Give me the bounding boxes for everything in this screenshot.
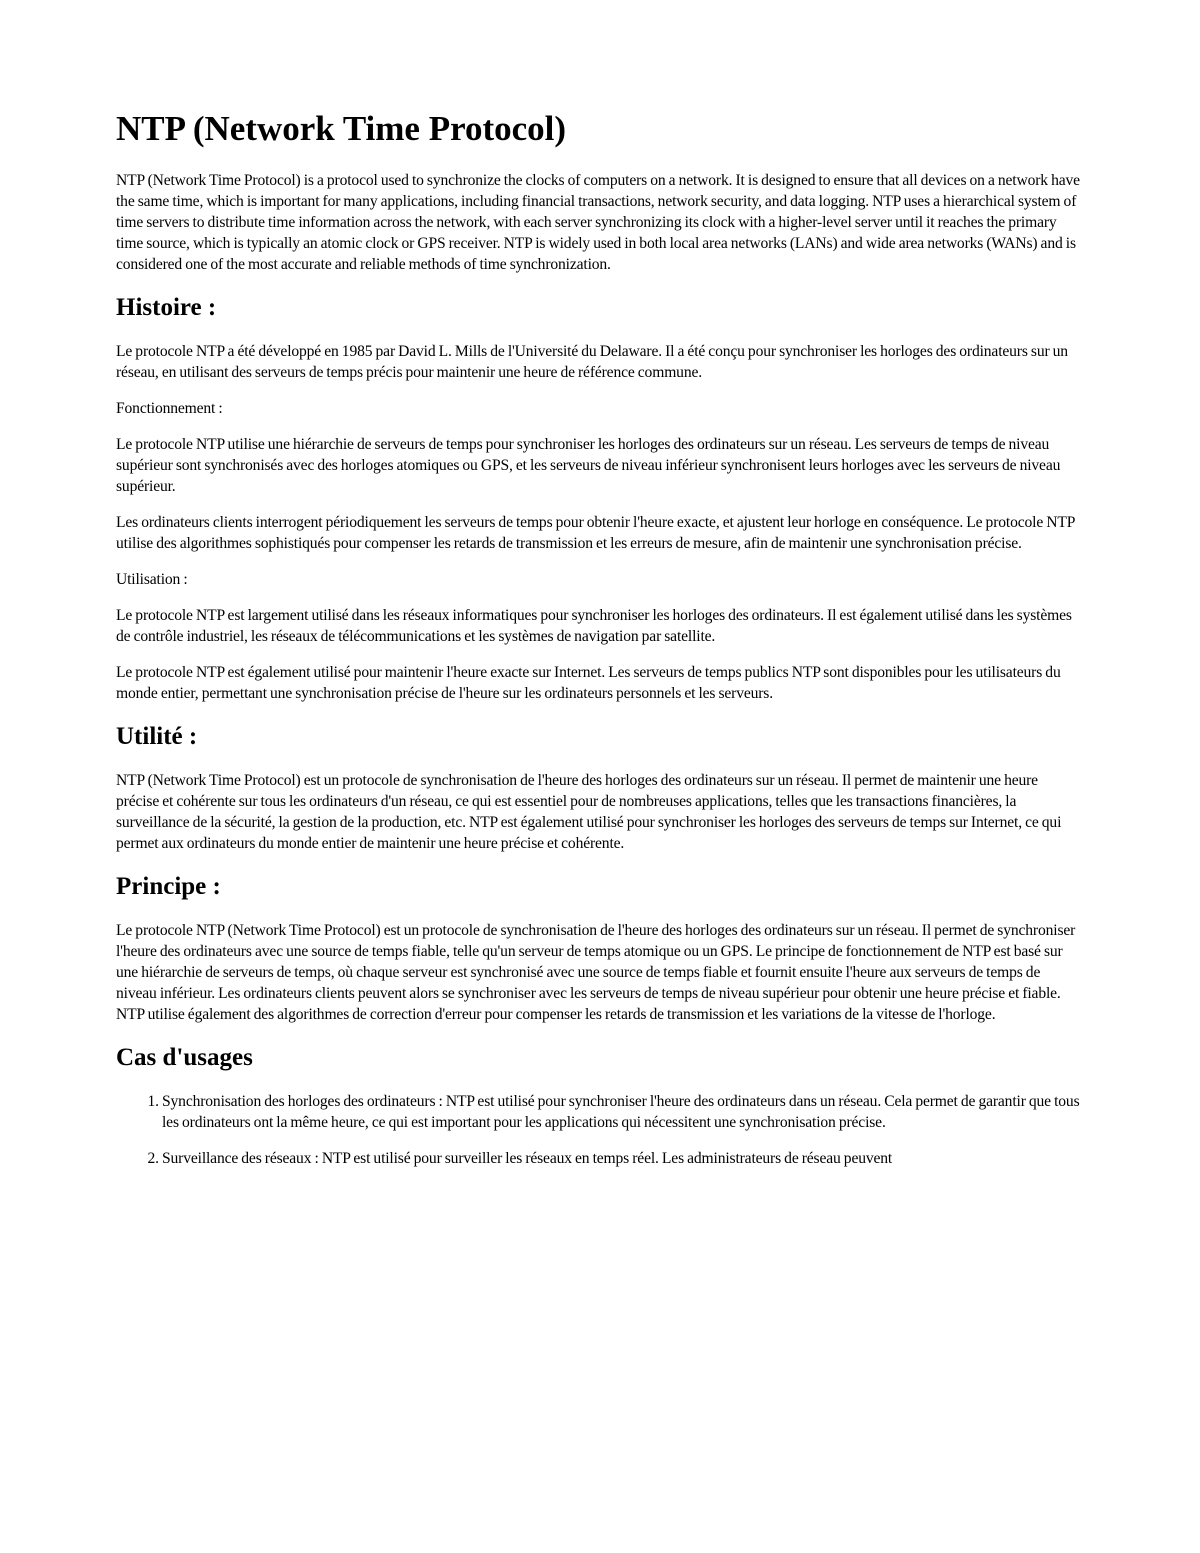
histoire-paragraph-2: Le protocole NTP utilise une hiérarchie de serveurs de temps pour synchroniser les horloges des ordinateurs sur un réseau. Les serveurs de temps de niveau supérieur sont synchronisés avec des horloges atomiques ou GPS, et les serveurs de niveau inférieur synchronisent leurs horloges avec les serveurs de niveau supérieur. [116,436,1061,495]
list-item: 1. Synchronisation des horloges des ordinateurs : NTP est utilisé pour synchroniser l'heure des ordinateurs dans un réseau. Cela permet de garantir que tous les ordinateurs ont la même heure, ce qui est important pour les applications qui nécessitent une synchronisation précise. [162,1091,1082,1133]
histoire-paragraph-4: Le protocole NTP est largement utilisé dans les réseaux informatiques pour synchroniser les horloges des ordinateurs. Il est également utilisé dans les systèmes de contrôle industriel, les réseaux de télécommunications et les systèmes de navigation par satellite. [116,607,1072,645]
utilisation-label: Utilisation : [116,571,188,588]
principe-paragraph: Le protocole NTP (Network Time Protocol) est un protocole de synchronisation de l'heure des horloges des ordinateurs sur un réseau. Il permet de synchroniser l'heure des ordinateurs avec une source de temps fiable, telle qu'un serveur de temps atomique ou un GPS. Le principe de fonctionnement de NTP est basé sur une hiérarchie de serveurs de temps, où chaque serveur est synchronisé avec une source de temps fiable et fournit ensuite l'heure aux serveurs de temps de niveau inférieur. Les ordinateurs clients peuvent alors se synchroniser avec les serveurs de temps de niveau supérieur pour obtenir une heure précise et fiable. NTP utilise également des algorithmes de correction d'erreur pour compenser les retards de transmission et les variations de la vitesse de l'horloge. [116,922,1076,1023]
histoire-paragraph-3: Les ordinateurs clients interrogent périodiquement les serveurs de temps pour obtenir l'heure exacte, et ajustent leur horloge en conséquence. Le protocole NTP utilise des algorithmes sophistiqués pour compenser les retards de transmission et les erreurs de mesure, afin de maintenir une synchronisation précise. [116,514,1075,552]
list-item: 2. Surveillance des réseaux : NTP est utilisé pour surveiller les réseaux en temps réel. Les administrateurs de réseau peuvent [162,1148,1082,1169]
document-page [116,108,1082,1184]
fonctionnement-label: Fonctionnement : [116,400,223,417]
section-heading-principe: Principe : [116,873,221,900]
section-heading-cas-usages: Cas d'usages [116,1044,253,1071]
document-title: NTP (Network Time Protocol) [116,109,567,148]
intro-paragraph: NTP (Network Time Protocol) is a protocol used to synchronize the clocks of computers on a network. It is designed to ensure that all devices on a network have the same time, which is important for many applications, including financial transactions, network security, and data logging. NTP uses a hierarchical system of time servers to distribute time information across the network, with each server synchronizing its clock with a higher-level server until it reaches the primary time source, which is typically an atomic clock or GPS receiver. NTP is widely used in both local area networks (LANs) and wide area networks (WANs) and is considered one of the most accurate and reliable methods of time synchronization. [116,172,1080,273]
histoire-paragraph-1: Le protocole NTP a été développé en 1985 par David L. Mills de l'Université du Delaware. Il a été conçu pour synchroniser les horloges des ordinateurs sur un réseau, en utilisant des serveurs de temps précis pour maintenir une heure de référence commune. [116,343,1068,381]
histoire-paragraph-5: Le protocole NTP est également utilisé pour maintenir l'heure exacte sur Internet. Les serveurs de temps publics NTP sont disponibles pour les utilisateurs du monde entier, permettant une synchronisation précise de l'heure sur les ordinateurs personnels et les serveurs. [116,664,1061,702]
cas-usages-list [116,1091,1082,1169]
section-heading-utilite: Utilité : [116,723,198,750]
utilite-paragraph: NTP (Network Time Protocol) est un protocole de synchronisation de l'heure des horloges des ordinateurs sur un réseau. Il permet de maintenir une heure précise et cohérente sur tous les ordinateurs d'un réseau, ce qui est essentiel pour de nombreuses applications, telles que les transactions financières, la surveillance de la sécurité, la gestion de la production, etc. NTP est également utilisé pour synchroniser les horloges des serveurs de temps sur Internet, ce qui permet aux ordinateurs du monde entier de maintenir une heure précise et cohérente. [116,772,1062,852]
section-heading-histoire: Histoire : [116,294,217,321]
